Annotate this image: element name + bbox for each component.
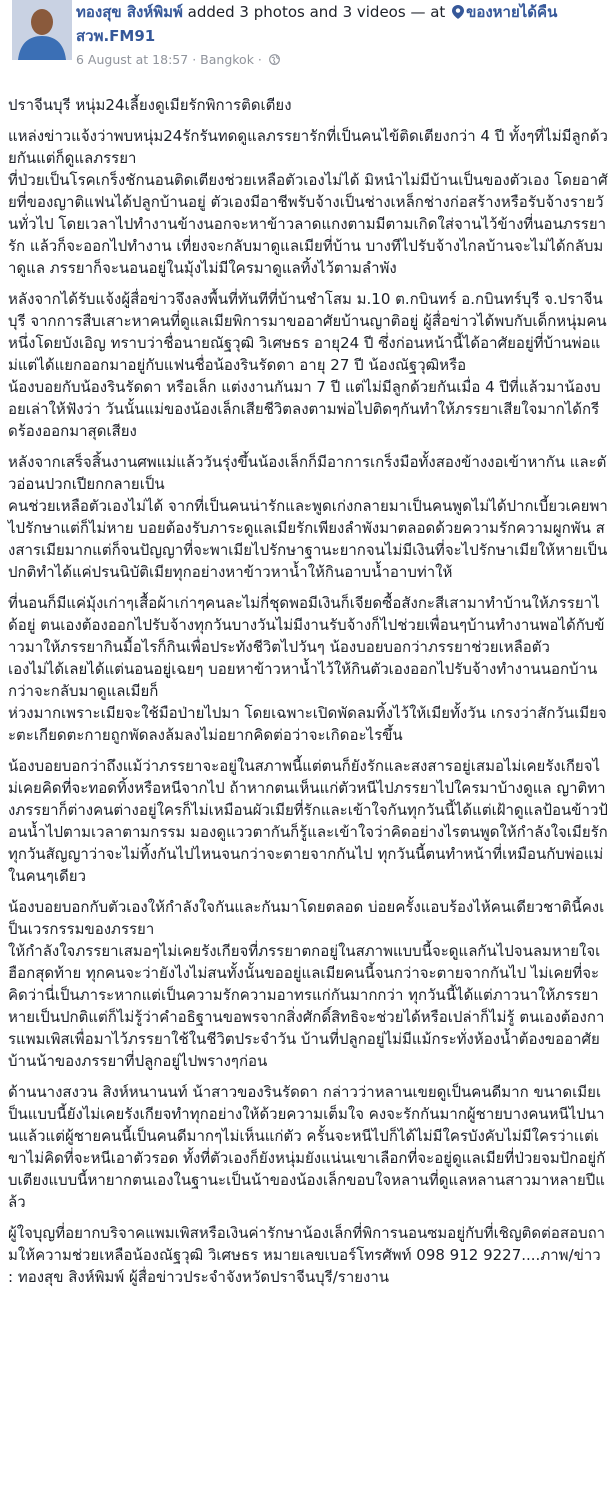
location-pin-icon xyxy=(452,2,464,16)
post-paragraph xyxy=(8,125,608,279)
post-text-line: ที่นอนก็มีแค่มุ้งเก่าๆเสื้อผ้าเก่าๆคนละไม่กี่ชุดพอมีเงินก็เจียดซื้อสังกะสีเสามาทำบ้านให้ภรรยาได้อยู่ ตนเองต้องออกไปรับจ้างทุกวันบางวันไม่มีงานรับจ้างก็ไปช่วยเพื่อนๆบ้านทำงานพอได้กับข้าวมาให้ภรรยากินมื้อไรก็กินเพื่อประทังชีวิตไปวันๆ น้องบอยบอกว่าภรรยาช่วยเหลือตัว xyxy=(8,594,605,656)
post-location[interactable]: Bangkok xyxy=(200,52,254,67)
post-text-line: หลังจากได้รับแจ้งผู้สื่อข่าวจึงลงพื้นที่ทันทีที่บ้านชำโสม ม.10 ต.กบินทร์ อ.กบินทร์บุรี จ.ปราจีนบุรี จากการสืบเสาะหาคนที่ดูแลเมียพิการมาขออาศัยบ้านญาติอยู่ ผู้สื่อข่าวได้พบกับเด็กหนุ่มคนหนึ่งโดยบังเอิญ ทราบว่าชื่อนายณัฐวุฒิ วิเศษธร อายุ24 ปี ซึ่งก่อนหน้านี้ได้อาศัยอยู่ที่บ้านพ่อแม่แต่ได้แยกออกมาอยู่กับแฟนชื่อน้องรินรัดดา อายุ 27 ปี น้องณัฐวุฒิหรือ xyxy=(8,290,607,374)
post-header xyxy=(12,0,608,84)
at-text: — at xyxy=(410,3,446,21)
post-paragraph xyxy=(8,288,608,442)
checkin-place[interactable]: ของหายได้คืน สวพ.FM91 xyxy=(76,3,558,45)
post-timestamp-row xyxy=(76,50,610,70)
post-paragraph xyxy=(8,94,608,116)
author-name[interactable]: ทองสุข สิงห์พิมพ์ xyxy=(76,3,183,21)
separator: · xyxy=(192,52,197,67)
post-text-line: คนช่วยเหลือตัวเองไม่ได้ จากที่เป็นคนน่ารักและพูดเก่งกลายมาเป็นคนพูดไม่ได้ปากเบี้ยวเคยพาไปรักษาแต่ก็ไม่หาย บอยต้องรับภาระดูแลเมียรักเพียงลำพังมาตลอดด้วยความรักความผูกพัน สงสารเมียมากแต่ก็จนปัญญาที่จะพาเมียไปรักษาฐานะยากจนไม่มีเงินที่จะไปรักษาเมียให้หายเป็นปกติทำได้แค่ปรนนิบัติเมียทุกอย่างหาข้าวหาน้ำให้กินอาบน้ำอาบท่าให้ xyxy=(8,497,608,581)
globe-icon[interactable] xyxy=(269,51,280,62)
post-time[interactable]: 6 August at 18:57 xyxy=(76,52,189,67)
post-text-line: ให้กำลังใจภรรยาเสมอๆไม่เคยรังเกียจที่ภรรยาตกอยู่ในสภาพแบบนี้จะดูแลกันไปจนลมหายใจเฮือกสุดท้าย ทุกคนจะว่ายังไงไม่สนทั้งนั้นขออยู่แลเมียคนนี้จนกว่าจะตายจากกันไป ไม่เคยที่จะคิดว่านี่เป็นภาระหากแต่เป็นความรักความอาทรแก่กันมากกว่า ทุกวันนี้ได้แต่ภาวนาให้ภรรยา xyxy=(8,942,601,1004)
post-paragraph xyxy=(8,1081,608,1213)
post-text-line: ปราจีนบุรี หนุ่ม24เลี้ยงดูเมียรักพิการติดเตียง xyxy=(8,96,292,114)
post-text-line: ที่ป่วยเป็นโรคเกร็งชักนอนติดเตียงช่วยเหลือตัวเองไม่ได้ มิหนำไม่มีบ้านเป็นของตัวเอง โดยอาศัยที่ของญาติแฟนได้ปลูกบ้านอยู่ ตัวเองมีอาชีพรับจ้างเป็นช่างเหล็กช่างก่อสร้างหรือรับจ้างรายวันทั่วไป โดยเวลาไปทำงานข้างนอกจะหาข้าวลาดแกงตามมีตามเกิดใส่จานไว้ข้างที่นอนภรรยารัก แล้วก็จะออกไปทำงาน เที่ยงจะกลับมาดูแลเมียที่บ้าน บางทีไปรับจ้างไกลบ้านจะไม่ได้กลับมาดูแล ภรรยาก็จะนอนอยู่ในมุ้งไม่มีใครมาดูแลทิ้งไว้ตามลำพัง xyxy=(8,171,608,277)
post-body xyxy=(8,94,608,1297)
post-headline xyxy=(76,0,610,48)
post-action: added 3 photos and 3 videos xyxy=(187,3,406,21)
post-text-line: แหล่งข่าวแจ้งว่าพบหนุ่ม24รักรันทดดูแลภรรยารักที่เป็นคนไข้ติดเตียงกว่า 4 ปี ทั้งๆที่ไม่มีลูกด้วยกันแต่ก็ดูแลภรรยา xyxy=(8,127,608,167)
post-paragraph xyxy=(8,451,608,583)
post-paragraph xyxy=(8,592,608,746)
post-text-line: น้องบอยบอกกับตัวเองให้กำลังใจกันและกันมาโดยตลอด บ่อยครั้งแอบร้องไห้คนเดียวชาตินี้คงเป็นเวรกรรมของภรรยา xyxy=(8,898,605,938)
avatar[interactable] xyxy=(12,0,72,60)
post-text-line: ผู้ใจบุญที่อยากบริจาคแพมเพิสหรือเงินค่ารักษาน้องเล็กที่พิการนอนซมอยู่กับที่เชิญติดต่อสอบถามให้ความช่วยเหลือน้องณัฐวุฒิ วิเศษธร หมายเลขเบอร์โทรศัพท์ 098 912 9227....ภาพ/ข่าว : ทองสุข สิงห์พิมพ์ ผู้สื่อข่าวประจำจังหวัดปราจีนบุรี/รายงาน xyxy=(8,1224,606,1286)
post-text-line: น้องบอยกับน้องรินรัดดา หรือเล็ก แต่งงานกันมา 7 ปี แต่ไม่มีลูกด้วยกันเมื่อ 4 ปีที่แล้วมาน้องบอยเล่าให้ฟังว่า วันนั้นแม่ของน้องเล็กเสียชีวิตลงตามพ่อไปติดๆกันทำให้ภรรยาเสียใจมากได้กรีดร้องออกมาสุดเสียง xyxy=(8,378,601,440)
post-text-line: เองไม่ได้เลยได้แต่นอนอยู่เฉยๆ บอยหาข้าวหาน้ำไว้ให้กินตัวเองออกไปรับจ้างทำงานนอกบ้าน กว่าจะกลับมาดูแลเมียก็ xyxy=(8,660,603,700)
post-paragraph xyxy=(8,896,608,1072)
post-text-line: น้องบอยบอกว่าถึงแม้ว่าภรรยาจะอยู่ในสภาพนี้แต่ตนก็ยังรักและสงสารอยู่เสมอไม่เคยรังเกียจไม่เคยคิดที่จะทอดทิ้งหรือหนีจากไป ถ้าหากตนเห็นแก่ตัวหนีไปภรรยาไปใครมาบ้างดูแล ญาติทางภรรยาก็ต่างคนต่างอยู่ใครก็ไม่เหมือนผัวเมียที่รักและเข้าใจกันทุกวันนี้ได้แต่เฝ้าดูแลป้อนข้าวป้อนน้ำไปตามเวลาตามกรรม มองดูแววตากันก็รู้และเข้าใจว่าคิดอย่างไรตนพูดให้กำลังใจเมียรักทุกวันสัญญาว่าจะไม่ทิ้งกันไปไหนจนกว่าจะตายจากกันไป ทุกวันนี้ตนทำหน้าที่เหมือนกับพ่อแม่ในคนๆเดียว xyxy=(8,757,608,885)
separator: · xyxy=(257,52,262,67)
post-paragraph xyxy=(8,1222,608,1288)
post-text-line: ด้านนางสงวน สิงห์หนานนท์ น้าสาวของรินรัดดา กล่าวว่าหลานเขยดูเป็นคนดีมาก ขนาดเมียเป็นแบบนี้ยังไม่เคยรังเกียจทำทุกอย่างให้ด้วยความเต็มใจ คงจะรักกันมากผู้ชายบางคนหนีไปนานแล้วแต่ผู้ชายคนนี้เป็นคนดีมากๆไม่เห็นแก่ตัว ครั้นจะหนีไปก็ได้ไม่มีใครบังคับไม่มีใครว่าเเต่เขาไม่คิดที่จะหนีเอาตัวรอด ทั้งที่ตัวเองก็ยังหนุ่มยังแน่นเขาเลือกที่จะอยู่ดูแลเมียที่ป่วยจมปักอยู่กับเตียงแบบนี้หายากตนเองในฐานะเป็นน้าของน้องเล็กขอบใจหลานที่ดูแลหลานสาวมาหลายปีแล้ว xyxy=(8,1083,606,1211)
post-text-line: ห่วงมากเพราะเมียจะใช้มือป่ายไปมา โดยเฉพาะเปิดพัดลมทิ้งไว้ให้เมียทั้งวัน เกรงว่าสักวันเมียจะตะเกียดตะกายถูกพัดลงล้มลงไม่อยากคิดต่อว่าจะเกิดอะไรขึ้น xyxy=(8,704,607,744)
post-text-line: หายเป็นปกติแต่ก็ไม่รู้ว่าคำอธิฐานขอพรจากสิ่งศักดิ์สิทธิจะช่วยได้หรือเปล่าก็ไม่รู้ ตนเองต้องการแพมเพิสเพื่อมาไว้ภรรยาใช้ในชีวิตประจำวัน บ้านที่ปลูกอยู่ไม่มีแม้กระทั่งห้องน้ำต้องขออาศัยบ้านน้าของภรรยาที่ปลูกอยู่ไปพรางๆก่อน xyxy=(8,1008,605,1070)
post-text-line: หลังจากเสร็จสิ้นงานศพแม่แล้ววันรุ่งขึ้นน้องเล็กก็มีอาการเกร็งมือทั้งสองข้างงอเข้าหากัน และตัวอ่อนปวกเปียกกลายเป็น xyxy=(8,453,607,493)
post-paragraph xyxy=(8,755,608,887)
post-meta xyxy=(76,0,610,70)
